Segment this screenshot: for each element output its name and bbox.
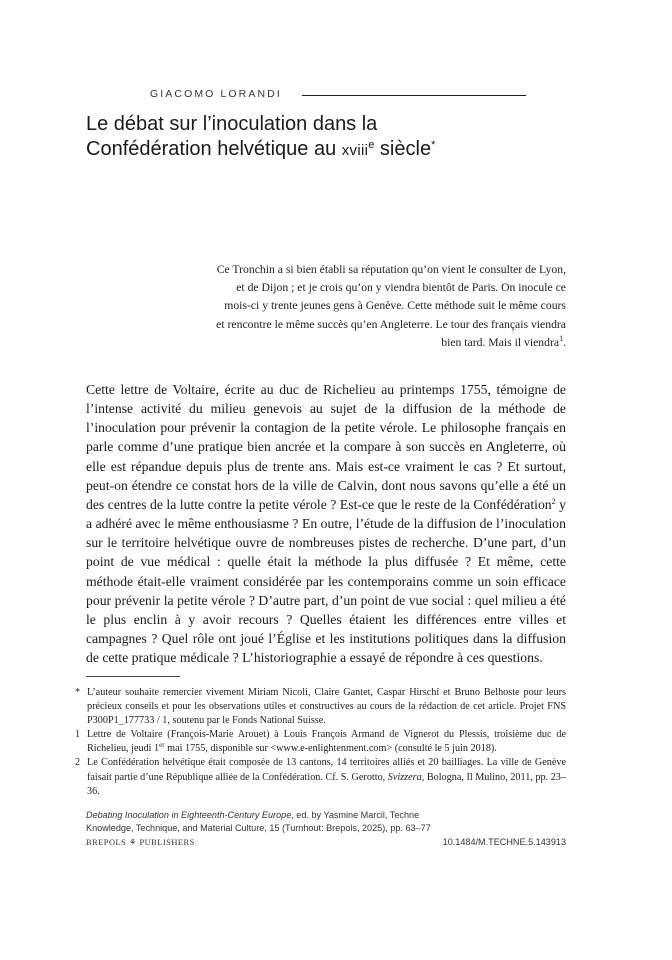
title-line-2-start: Confédération helvétique au (86, 138, 342, 160)
article-title (86, 112, 566, 163)
footnote-star (75, 686, 566, 728)
footnote-2-italic: Svizzera (387, 771, 422, 783)
citation-line-1-rest: , ed. by Yasmine Marcil, Techne (291, 810, 420, 820)
epigraph-end: . (563, 335, 566, 349)
title-line-2-end: siècle (374, 138, 432, 160)
citation-line-1 (86, 809, 566, 822)
publisher-row (86, 836, 566, 849)
footnote-2-text-end: , Bologna, Il Mulino, 2011, pp. 23–36. (87, 771, 566, 797)
doi: 10.1484/M.TECHNE.5.143913 (442, 836, 566, 847)
running-header (150, 88, 526, 104)
book-title: Debating Inoculation in Eighteenth-Century Europe (86, 810, 292, 820)
body-paragraph (86, 380, 566, 667)
epigraph-text: Ce Tronchin a si bien établi sa réputation qu’on vient le consulter de Lyon, et de Dijon ; et je crois qu’on y viendra bientôt de Paris. On inocule ce mois-ci y trente jeunes gens à Genève. Cette méthode suit le même cours et rencontre le même succès qu’en Angleterre. Le tour des français viendra bien tard. Mais il viendra (216, 263, 566, 349)
footnote-star-mark: * (75, 687, 81, 698)
citation-block (86, 809, 566, 849)
title-century: xviii (341, 142, 369, 159)
footnote-1-text-end: mai 1755, disponible sur <www.e-enlightenment.com> (consulté le 5 juin 2018). (164, 743, 497, 755)
epigraph-note-ref: 1 (559, 333, 564, 343)
citation-line-2: Knowledge, Technique, and Material Culture, 15 (Turnhout: Brepols, 2025), pp. 63–77 (86, 823, 431, 834)
publisher-logo: BREPOLS ⚘ PUBLISHERS (86, 837, 195, 847)
footnote-1 (75, 728, 566, 756)
title-footnote-mark: * (431, 139, 436, 151)
body-text-part-2: y a adhéré avec le même enthousiasme ? En outre, l’étude de la diffusion de l’inoculation sur le territoire helvétique ouvre de nombreuses pistes de recherche. D’une part, d’un point de vue médical : quelle était la méthode la plus diffusée ? Et même, cette méthode était-elle vraiment considérée par les contemporains comme un soin efficace pour prévenir la petite vérole ? D’autre part, d’un point de vue social : quel milieu a été le plus enclin à y avoir recours ? Quelles étaient les différences entre villes et campagnes ? Quel rôle ont joué l’Église et les institutions politiques dans la diffusion de cette pratique médicale ? L’historiographie a essayé de répondre à ces questions. (86, 496, 566, 666)
title-century-sup: e (368, 139, 375, 151)
author-name: GIACOMO LORANDI (150, 88, 282, 100)
footnote-1-mark: 1 (75, 729, 81, 741)
footnote-2 (75, 756, 566, 798)
title-line-1: Le débat sur l’inoculation dans la (86, 113, 378, 135)
footnote-star-text: L’auteur souhaite remercier vivement Miriam Nicoli, Claire Gantet, Caspar Hirschi et Bruno Belhoste pour leurs précieux conseils et pour les observations utiles et constructives au cours de la rédaction de cet article. Projet FNS P300P1_177733 / 1, soutenu par le Fonds National Suisse. (87, 687, 566, 727)
footnotes (75, 686, 566, 799)
body-note-ref: 2 (551, 496, 556, 506)
body-text-part-1: Cette lettre de Voltaire, écrite au duc de Richelieu au printemps 1755, témoigne de l’intense activité du milieu genevois au sujet de la diffusion de la méthode de l’inoculation pour prévenir la contagion de la petite vérole. Le philosophe français en parle comme d’une pratique bien ancrée et la compare à son succès en Angleterre, où elle est répandue depuis plus de trente ans. Mais est-ce vraiment le cas ? Et surtout, peut-on étendre ce constat hors de la ville de Calvin, dont nous savons qu’elle a été un des centres de la lutte contre la petite vérole ? Est-ce que le reste de la Confédération (86, 382, 566, 512)
footnote-1-sup: er (159, 741, 165, 750)
epigraph (214, 261, 566, 352)
footnote-1-text-start: Lettre de Voltaire (François-Marie Arouet) à Louis François Armand de Vignerot du Plessis, troisième duc de Richelieu, jeudi 1 (87, 729, 566, 755)
footnote-2-mark: 2 (75, 757, 81, 769)
header-rule (302, 95, 526, 96)
footnote-2-text-start: Le Confédération helvétique était composée de 13 cantons, 14 territoires alliés et 20 bailliages. La ville de Genève faisait partie d’une République alliée de la Confédération. Cf. S. Gerotto, (87, 757, 566, 783)
footnote-1-text (87, 728, 566, 756)
footnote-rule (86, 676, 180, 677)
footnote-2-text (87, 756, 566, 798)
